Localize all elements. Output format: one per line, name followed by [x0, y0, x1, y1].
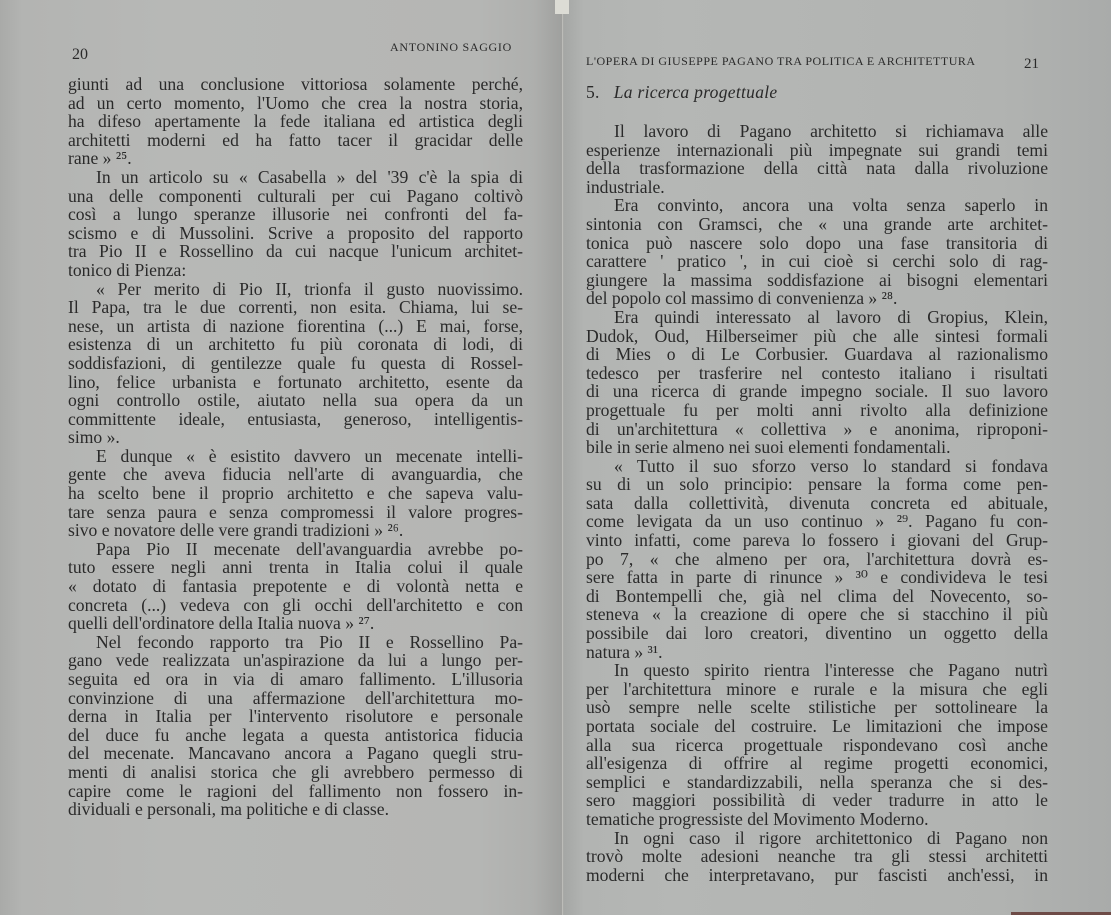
- paragraph: [586, 457, 1048, 662]
- text-line: carattere ' pratico ', in cui cioè si cerchi solo di rag-: [586, 251, 1048, 272]
- text-line: bile in serie almeno nei suoi elementi fondamentali.: [586, 437, 951, 458]
- text-line: sivo e novatore delle vere grandi tradizioni » ²⁶.: [68, 520, 404, 541]
- text-line: possibile dai loro creatori, diventino un oggetto della: [586, 623, 1048, 644]
- text-line: del duce fu anche legata a questa antistorica fiducia: [68, 724, 523, 745]
- paragraph: [68, 168, 523, 280]
- text-line: di un'architettura « collettiva » e anonima, riproponi-: [586, 418, 1048, 439]
- text-line: industriale.: [586, 176, 665, 197]
- text-line: così a lungo speranze illusorie nei confronti del fa-: [68, 204, 523, 225]
- text-line: seguita ed ora in via di amaro fallimento. L'illusoria: [68, 669, 523, 689]
- text-line: rane » ²⁵.: [68, 148, 132, 169]
- text-line: natura » ³¹.: [586, 641, 663, 662]
- text-line: tra Pio II e Rossellino da cui nacque l'unicum architet-: [68, 241, 523, 262]
- text-line: scismo e di Mussolini. Scrive a proposito del rapporto: [68, 222, 523, 243]
- text-line: giunti ad una conclusione vittoriosa solamente perché,: [68, 74, 523, 94]
- paragraph: [586, 196, 1048, 308]
- text-line: « Per merito di Pio II, trionfa il gusto nuovissimo.: [96, 278, 523, 299]
- text-line: su di un solo principio: pensare la forma come pen-: [586, 474, 1048, 495]
- text-line: ogni controllo ostile, aiutato nella sua opera da un: [68, 390, 523, 411]
- text-line: « Tutto il suo sforzo verso lo standard si fondava: [614, 455, 1048, 476]
- paragraph: [68, 633, 523, 819]
- text-line: come levigata da un uso continuo » ²⁹. Pagano fu con-: [586, 511, 1048, 532]
- text-line: di Mies o di Le Corbusier. Guardava al razionalismo: [586, 344, 1048, 365]
- text-line: Il lavoro di Pagano architetto si richiamava alle: [614, 121, 1048, 141]
- text-line: soddisfazioni, di gentilezze quale fu questa di Rossel-: [68, 352, 523, 373]
- right-body-text: [586, 122, 1048, 884]
- text-line: simo ».: [68, 427, 120, 448]
- text-line: tonica può nascere solo dopo una fase transitoria di: [586, 232, 1048, 253]
- text-line: nese, un artista di nazione fiorentina (...) E mai, forse,: [68, 315, 523, 336]
- text-line: dividuali e personali, ma politiche e di classe.: [68, 799, 389, 820]
- paragraph: [586, 829, 1048, 885]
- text-line: quelli dell'ordinatore della Italia nuova » ²⁷.: [68, 613, 375, 634]
- paragraph: [68, 447, 523, 540]
- text-line: tare senza paura e senza compromessi il valore progres-: [68, 501, 523, 522]
- section-number: 5.: [586, 82, 600, 102]
- running-head-left: ANTONINO SAGGIO: [390, 40, 512, 54]
- page-number-left: 20: [72, 46, 88, 63]
- text-line: del popolo col massimo di convenienza » ²⁸.: [586, 288, 898, 309]
- text-line: sero maggiori possibilità di veder tradurre in atto le: [586, 790, 1048, 811]
- section-heading: [586, 82, 777, 103]
- text-line: alla sua ricerca progettuale rispondevano così anche: [586, 734, 1048, 755]
- text-line: gano vede realizzata un'aspirazione da lui a lungo per-: [68, 650, 523, 671]
- paragraph: [68, 280, 523, 447]
- text-line: sere fatta in parte di rinunce » ³⁰ e condivideva le tesi: [586, 567, 1048, 588]
- text-line: convinzione di una affermazione dell'architettura mo-: [68, 687, 523, 708]
- text-line: Papa Pio II mecenate dell'avanguardia avrebbe po-: [96, 538, 523, 559]
- text-line: architetti moderni ed ha fatto tacer il gracidar delle: [68, 129, 523, 150]
- text-line: usò sempre nelle scelte stilistiche per sottolineare la: [586, 697, 1048, 718]
- text-line: tonico di Pienza:: [68, 259, 187, 280]
- page-number-right: 21: [1024, 56, 1039, 72]
- text-line: progettuale fu per molti anni rivolto alla definizione: [586, 399, 1048, 420]
- gutter-gap: [555, 0, 569, 14]
- text-line: ha difeso apertamente la fede italiana ed artistica degli: [68, 111, 523, 132]
- text-line: derna in Italia per l'intervento risolutore e personale: [68, 706, 523, 727]
- text-line: committente ideale, entusiasta, generoso, intelligentis-: [68, 408, 523, 429]
- text-line: tedesco per trasferire nel contesto italiano i risultati: [586, 362, 1048, 383]
- section-title: La ricerca progettuale: [613, 82, 778, 102]
- text-line: In ogni caso il rigore architettonico di Pagano non: [614, 827, 1048, 848]
- text-line: trovò molte adesioni neanche tra gli stessi architetti: [586, 846, 1048, 867]
- text-line: della trasformazione della città nata dalla rivoluzione: [586, 158, 1048, 179]
- running-head-right: L'OPERA DI GIUSEPPE PAGANO TRA POLITICA E ARCHITETTURA: [586, 54, 976, 68]
- text-line: tematiche progressiste del Movimento Moderno.: [586, 808, 929, 829]
- text-line: portata sociale del costruire. Le limitazioni che impose: [586, 716, 1048, 736]
- right-page: [562, 0, 1111, 915]
- text-line: per l'architettura minore e rurale e la misura che egli: [586, 678, 1048, 699]
- text-line: ha scelto bene il proprio architetto e che sapeva valu-: [68, 483, 523, 504]
- text-line: Era quindi interessato al lavoro di Gropius, Klein,: [614, 306, 1048, 327]
- text-line: semplici e standardizzabili, nella speranza che si des-: [586, 771, 1048, 792]
- text-line: di una ricerca di grande impegno sociale. Il suo lavoro: [586, 381, 1048, 402]
- text-line: capire come le ragioni del fallimento non fossero in-: [68, 780, 523, 801]
- text-line: esistenza di un architetto fu più coronata di lodi, di: [68, 334, 523, 355]
- text-line: gente che aveva fiducia nell'arte di avanguardia, che: [68, 464, 523, 485]
- text-line: di Bontempelli che, già nel clima del Novecento, so-: [586, 585, 1048, 606]
- text-line: Il Papa, tra le due correnti, non esita. Chiama, lui se-: [68, 297, 523, 318]
- text-line: del mecenate. Mancavano ancora a Pagano quegli stru-: [68, 743, 523, 764]
- text-line: Nel fecondo rapporto tra Pio II e Rossellino Pa-: [96, 631, 523, 652]
- text-line: « dotato di fantasia prepotente e di volontà netta e: [68, 576, 523, 597]
- text-line: In questo spirito rientra l'interesse che Pagano nutrì: [614, 660, 1048, 681]
- paragraph: [68, 75, 523, 168]
- text-line: E dunque « è esistito davvero un mecenate intelli-: [96, 445, 523, 466]
- text-line: sintonia con Gramsci, che « una grande arte architet-: [586, 213, 1048, 234]
- text-line: una delle componenti culturali per cui Pagano coltivò: [68, 185, 523, 206]
- paragraph: [586, 308, 1048, 457]
- text-line: tuto essere negli anni trenta in Italia colui il quale: [68, 557, 523, 578]
- book-gutter: [561, 0, 564, 915]
- text-line: vinto infatti, come pareva lo fossero i giovani del Grup-: [586, 530, 1048, 551]
- text-line: po 7, « che almeno per ora, l'architettura dovrà es-: [586, 548, 1048, 569]
- text-line: moderni che interpretavano, pur fascisti anch'essi, in: [586, 864, 1048, 885]
- text-line: all'esigenza di offrire al regime progetti economici,: [586, 753, 1048, 774]
- text-line: esperienze internazionali più impegnate sui grandi temi: [586, 139, 1048, 160]
- paragraph: [68, 540, 523, 633]
- text-line: steneva « la creazione di opere che si stacchino il più: [586, 604, 1048, 625]
- text-line: ad un certo momento, l'Uomo che crea la nostra storia,: [68, 92, 523, 113]
- text-line: Dudok, Oud, Hilberseimer più che alle sintesi formali: [586, 325, 1048, 346]
- text-line: menti di analisi storica che gli avrebbero permesso di: [68, 761, 523, 782]
- text-line: lino, felice urbanista e fortunato architetto, esente da: [68, 371, 523, 392]
- text-line: giungere la massima soddisfazione ai bisogni elementari: [586, 269, 1048, 290]
- text-line: Era convinto, ancora una volta senza saperlo in: [614, 195, 1048, 216]
- text-line: sata dalla collettività, divenuta concreta ed abituale,: [586, 492, 1048, 513]
- text-line: In un articolo su « Casabella » del '39 c'è la spia di: [96, 166, 523, 187]
- paragraph: [586, 122, 1048, 196]
- left-body-text: [68, 75, 523, 819]
- paragraph: [586, 661, 1048, 828]
- text-line: concreta (...) vedeva con gli occhi dell'architetto e con: [68, 594, 523, 615]
